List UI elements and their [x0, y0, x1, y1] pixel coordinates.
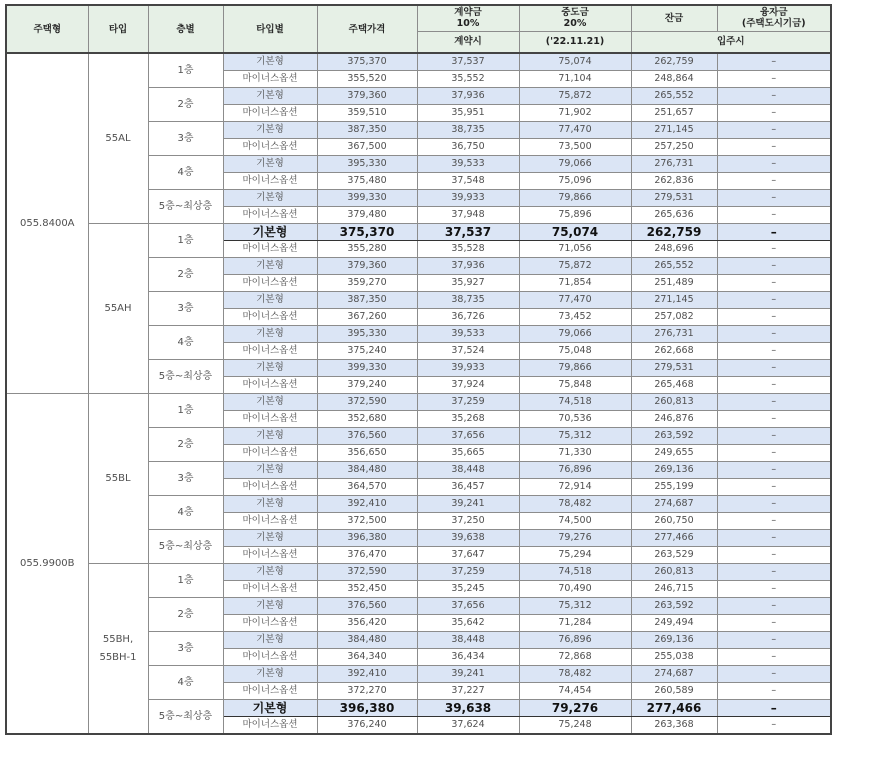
type-cell: 55BL — [88, 394, 148, 564]
loan-cell: – — [717, 717, 831, 735]
variant-cell: 기본형 — [223, 88, 317, 105]
header-loan — [717, 5, 831, 31]
middle-payment-cell: 74,454 — [519, 683, 631, 700]
deposit-cell: 37,656 — [417, 428, 519, 445]
header-middle-when: ('22.11.21) — [519, 31, 631, 53]
balance-cell: 276,731 — [631, 326, 717, 343]
floor-cell: 5층~최상층 — [148, 530, 223, 564]
variant-cell: 기본형 — [223, 53, 317, 71]
deposit-cell: 35,927 — [417, 275, 519, 292]
deposit-cell: 35,642 — [417, 615, 519, 632]
floor-cell: 3층 — [148, 292, 223, 326]
middle-payment-cell: 71,902 — [519, 105, 631, 122]
floor-cell: 2층 — [148, 88, 223, 122]
floor-cell: 5층~최상층 — [148, 190, 223, 224]
middle-payment-cell: 75,872 — [519, 258, 631, 275]
middle-payment-cell: 79,066 — [519, 326, 631, 343]
middle-payment-cell: 70,490 — [519, 581, 631, 598]
deposit-cell: 39,638 — [417, 530, 519, 547]
price-cell: 364,340 — [317, 649, 417, 666]
middle-payment-cell: 73,500 — [519, 139, 631, 156]
table-row — [6, 224, 831, 241]
loan-cell: – — [717, 479, 831, 496]
price-cell: 379,360 — [317, 258, 417, 275]
variant-cell: 마이너스옵션 — [223, 275, 317, 292]
middle-payment-cell: 75,096 — [519, 173, 631, 190]
loan-cell: – — [717, 309, 831, 326]
header-middle — [519, 5, 631, 31]
floor-cell: 2층 — [148, 428, 223, 462]
floor-cell: 1층 — [148, 53, 223, 88]
balance-cell: 277,466 — [631, 530, 717, 547]
balance-cell: 271,145 — [631, 122, 717, 139]
floor-cell: 4층 — [148, 496, 223, 530]
balance-cell: 260,589 — [631, 683, 717, 700]
balance-cell: 265,552 — [631, 88, 717, 105]
floor-cell: 4층 — [148, 666, 223, 700]
price-cell: 384,480 — [317, 462, 417, 479]
deposit-cell: 38,448 — [417, 632, 519, 649]
variant-cell: 기본형 — [223, 632, 317, 649]
loan-cell: – — [717, 615, 831, 632]
price-cell: 375,480 — [317, 173, 417, 190]
header-loan-sub: (주택도시기금) — [741, 18, 806, 30]
balance-cell: 260,813 — [631, 564, 717, 581]
price-cell: 364,570 — [317, 479, 417, 496]
deposit-cell: 37,227 — [417, 683, 519, 700]
header-floor: 층별 — [148, 5, 223, 53]
price-table-container — [5, 4, 832, 735]
variant-cell: 마이너스옵션 — [223, 615, 317, 632]
variant-cell: 기본형 — [223, 258, 317, 275]
deposit-cell: 37,948 — [417, 207, 519, 224]
middle-payment-cell: 74,518 — [519, 564, 631, 581]
deposit-cell: 37,647 — [417, 547, 519, 564]
variant-cell: 기본형 — [223, 666, 317, 683]
variant-cell: 마이너스옵션 — [223, 105, 317, 122]
deposit-cell: 37,936 — [417, 88, 519, 105]
deposit-cell: 35,665 — [417, 445, 519, 462]
balance-cell: 271,145 — [631, 292, 717, 309]
floor-cell: 1층 — [148, 224, 223, 258]
balance-cell: 265,468 — [631, 377, 717, 394]
deposit-cell: 37,537 — [417, 53, 519, 71]
balance-cell: 263,592 — [631, 598, 717, 615]
balance-cell: 262,759 — [631, 53, 717, 71]
balance-cell: 277,466 — [631, 700, 717, 717]
variant-cell: 마이너스옵션 — [223, 479, 317, 496]
loan-cell: – — [717, 581, 831, 598]
middle-payment-cell: 71,056 — [519, 241, 631, 258]
deposit-cell: 35,268 — [417, 411, 519, 428]
loan-cell: – — [717, 241, 831, 258]
deposit-cell: 38,735 — [417, 122, 519, 139]
variant-cell: 마이너스옵션 — [223, 173, 317, 190]
middle-payment-cell: 75,074 — [519, 224, 631, 241]
middle-payment-cell: 79,866 — [519, 190, 631, 207]
header-house-type: 주택형 — [6, 5, 88, 53]
house-type-cell: 055.9900B — [6, 394, 88, 735]
floor-cell: 3층 — [148, 122, 223, 156]
header-price: 주택가격 — [317, 5, 417, 53]
table-body — [6, 53, 831, 734]
variant-cell: 기본형 — [223, 122, 317, 139]
variant-cell: 기본형 — [223, 496, 317, 513]
deposit-cell: 37,250 — [417, 513, 519, 530]
middle-payment-cell: 79,866 — [519, 360, 631, 377]
variant-cell: 마이너스옵션 — [223, 581, 317, 598]
variant-cell: 기본형 — [223, 224, 317, 241]
loan-cell: – — [717, 564, 831, 581]
variant-cell: 마이너스옵션 — [223, 139, 317, 156]
loan-cell: – — [717, 122, 831, 139]
variant-cell: 마이너스옵션 — [223, 547, 317, 564]
type-cell: 55AL — [88, 53, 148, 224]
price-cell: 372,500 — [317, 513, 417, 530]
header-loan-label: 융자금 — [759, 7, 788, 19]
balance-cell: 276,731 — [631, 156, 717, 173]
price-cell: 395,330 — [317, 156, 417, 173]
middle-payment-cell: 73,452 — [519, 309, 631, 326]
floor-cell: 1층 — [148, 394, 223, 428]
balance-cell: 246,715 — [631, 581, 717, 598]
price-cell: 352,450 — [317, 581, 417, 598]
balance-cell: 255,038 — [631, 649, 717, 666]
middle-payment-cell: 77,470 — [519, 292, 631, 309]
price-cell: 359,270 — [317, 275, 417, 292]
middle-payment-cell: 74,518 — [519, 394, 631, 411]
variant-cell: 기본형 — [223, 326, 317, 343]
middle-payment-cell: 77,470 — [519, 122, 631, 139]
price-cell: 356,650 — [317, 445, 417, 462]
deposit-cell: 37,624 — [417, 717, 519, 735]
price-cell: 379,240 — [317, 377, 417, 394]
variant-cell: 마이너스옵션 — [223, 241, 317, 258]
loan-cell: – — [717, 71, 831, 88]
middle-payment-cell: 75,248 — [519, 717, 631, 735]
middle-payment-cell: 71,284 — [519, 615, 631, 632]
balance-cell: 260,750 — [631, 513, 717, 530]
loan-cell: – — [717, 428, 831, 445]
table-row — [6, 394, 831, 411]
balance-cell: 248,864 — [631, 71, 717, 88]
deposit-cell: 37,924 — [417, 377, 519, 394]
deposit-cell: 39,533 — [417, 156, 519, 173]
loan-cell: – — [717, 683, 831, 700]
loan-cell: – — [717, 190, 831, 207]
price-cell: 372,270 — [317, 683, 417, 700]
price-cell: 375,240 — [317, 343, 417, 360]
variant-cell: 기본형 — [223, 360, 317, 377]
balance-cell: 257,250 — [631, 139, 717, 156]
variant-cell: 마이너스옵션 — [223, 71, 317, 88]
deposit-cell: 37,656 — [417, 598, 519, 615]
deposit-cell: 35,245 — [417, 581, 519, 598]
floor-cell: 4층 — [148, 156, 223, 190]
variant-cell: 마이너스옵션 — [223, 343, 317, 360]
loan-cell: – — [717, 343, 831, 360]
middle-payment-cell: 71,104 — [519, 71, 631, 88]
middle-payment-cell: 79,276 — [519, 530, 631, 547]
header-deposit — [417, 5, 519, 31]
loan-cell: – — [717, 377, 831, 394]
deposit-cell: 39,933 — [417, 360, 519, 377]
deposit-cell: 39,241 — [417, 666, 519, 683]
price-cell: 395,330 — [317, 326, 417, 343]
floor-cell: 3층 — [148, 462, 223, 496]
loan-cell: – — [717, 394, 831, 411]
price-cell: 392,410 — [317, 496, 417, 513]
deposit-cell: 38,448 — [417, 462, 519, 479]
variant-cell: 기본형 — [223, 700, 317, 717]
loan-cell: – — [717, 632, 831, 649]
price-cell: 372,590 — [317, 394, 417, 411]
balance-cell: 263,529 — [631, 547, 717, 564]
loan-cell: – — [717, 105, 831, 122]
balance-cell: 265,636 — [631, 207, 717, 224]
middle-payment-cell: 75,074 — [519, 53, 631, 71]
price-cell: 367,260 — [317, 309, 417, 326]
variant-cell: 기본형 — [223, 428, 317, 445]
table-row — [6, 564, 831, 581]
header-balance: 잔금 — [631, 5, 717, 31]
middle-payment-cell: 79,276 — [519, 700, 631, 717]
middle-payment-cell: 76,896 — [519, 632, 631, 649]
balance-cell: 262,836 — [631, 173, 717, 190]
deposit-cell: 35,552 — [417, 71, 519, 88]
price-cell: 376,470 — [317, 547, 417, 564]
deposit-cell: 39,533 — [417, 326, 519, 343]
price-cell: 396,380 — [317, 530, 417, 547]
price-cell: 355,520 — [317, 71, 417, 88]
price-cell: 387,350 — [317, 122, 417, 139]
variant-cell: 마이너스옵션 — [223, 717, 317, 735]
variant-cell: 기본형 — [223, 190, 317, 207]
loan-cell: – — [717, 326, 831, 343]
balance-cell: 249,655 — [631, 445, 717, 462]
balance-cell: 246,876 — [631, 411, 717, 428]
header-deposit-label: 계약금 — [454, 7, 482, 19]
price-cell: 359,510 — [317, 105, 417, 122]
middle-payment-cell: 71,330 — [519, 445, 631, 462]
loan-cell: – — [717, 547, 831, 564]
middle-payment-cell: 78,482 — [519, 666, 631, 683]
loan-cell: – — [717, 207, 831, 224]
price-cell: 376,560 — [317, 428, 417, 445]
price-cell: 384,480 — [317, 632, 417, 649]
middle-payment-cell: 76,896 — [519, 462, 631, 479]
deposit-cell: 37,537 — [417, 224, 519, 241]
price-cell: 355,280 — [317, 241, 417, 258]
loan-cell: – — [717, 88, 831, 105]
middle-payment-cell: 71,854 — [519, 275, 631, 292]
middle-payment-cell: 75,896 — [519, 207, 631, 224]
deposit-cell: 39,241 — [417, 496, 519, 513]
balance-cell: 274,687 — [631, 496, 717, 513]
balance-cell: 262,759 — [631, 224, 717, 241]
loan-cell: – — [717, 292, 831, 309]
header-variant: 타입별 — [223, 5, 317, 53]
header-deposit-when: 계약시 — [417, 31, 519, 53]
variant-cell: 기본형 — [223, 564, 317, 581]
deposit-cell: 37,548 — [417, 173, 519, 190]
balance-cell: 255,199 — [631, 479, 717, 496]
loan-cell: – — [717, 224, 831, 241]
price-cell: 356,420 — [317, 615, 417, 632]
floor-cell: 5층~최상층 — [148, 700, 223, 735]
loan-cell: – — [717, 275, 831, 292]
loan-cell: – — [717, 666, 831, 683]
variant-cell: 기본형 — [223, 394, 317, 411]
deposit-cell: 36,457 — [417, 479, 519, 496]
deposit-cell: 35,528 — [417, 241, 519, 258]
price-cell: 399,330 — [317, 190, 417, 207]
variant-cell: 기본형 — [223, 598, 317, 615]
middle-payment-cell: 74,500 — [519, 513, 631, 530]
variant-cell: 기본형 — [223, 530, 317, 547]
house-type-cell: 055.8400A — [6, 53, 88, 394]
variant-cell: 마이너스옵션 — [223, 377, 317, 394]
variant-cell: 기본형 — [223, 156, 317, 173]
floor-cell: 4층 — [148, 326, 223, 360]
balance-cell: 263,368 — [631, 717, 717, 735]
price-cell: 399,330 — [317, 360, 417, 377]
price-cell: 379,360 — [317, 88, 417, 105]
floor-cell: 2층 — [148, 598, 223, 632]
loan-cell: – — [717, 411, 831, 428]
price-cell: 392,410 — [317, 666, 417, 683]
deposit-cell: 37,936 — [417, 258, 519, 275]
variant-cell: 마이너스옵션 — [223, 683, 317, 700]
price-cell: 376,560 — [317, 598, 417, 615]
loan-cell: – — [717, 513, 831, 530]
balance-cell: 279,531 — [631, 360, 717, 377]
price-cell: 379,480 — [317, 207, 417, 224]
deposit-cell: 38,735 — [417, 292, 519, 309]
loan-cell: – — [717, 139, 831, 156]
deposit-cell: 36,434 — [417, 649, 519, 666]
balance-cell: 249,494 — [631, 615, 717, 632]
balance-cell: 262,668 — [631, 343, 717, 360]
price-table — [5, 4, 832, 735]
loan-cell: – — [717, 258, 831, 275]
balance-cell: 257,082 — [631, 309, 717, 326]
type-cell: 55BH, 55BH-1 — [88, 564, 148, 735]
price-cell: 387,350 — [317, 292, 417, 309]
variant-cell: 기본형 — [223, 462, 317, 479]
middle-payment-cell: 75,294 — [519, 547, 631, 564]
middle-payment-cell: 79,066 — [519, 156, 631, 173]
balance-cell: 251,489 — [631, 275, 717, 292]
loan-cell: – — [717, 156, 831, 173]
price-cell: 375,370 — [317, 53, 417, 71]
type-cell: 55AH — [88, 224, 148, 394]
header-deposit-pct: 10% — [456, 18, 480, 30]
header-move-in: 입주시 — [631, 31, 831, 53]
middle-payment-cell: 75,872 — [519, 88, 631, 105]
deposit-cell: 37,524 — [417, 343, 519, 360]
header-type: 타입 — [88, 5, 148, 53]
variant-cell: 마이너스옵션 — [223, 309, 317, 326]
floor-cell: 5층~최상층 — [148, 360, 223, 394]
middle-payment-cell: 75,312 — [519, 428, 631, 445]
middle-payment-cell: 72,868 — [519, 649, 631, 666]
loan-cell: – — [717, 360, 831, 377]
header-middle-pct: 20% — [563, 18, 587, 30]
price-cell: 352,680 — [317, 411, 417, 428]
price-cell: 376,240 — [317, 717, 417, 735]
price-cell: 396,380 — [317, 700, 417, 717]
loan-cell: – — [717, 649, 831, 666]
balance-cell: 269,136 — [631, 462, 717, 479]
table-row — [6, 53, 831, 71]
variant-cell: 기본형 — [223, 292, 317, 309]
price-cell: 367,500 — [317, 139, 417, 156]
balance-cell: 251,657 — [631, 105, 717, 122]
variant-cell: 마이너스옵션 — [223, 445, 317, 462]
floor-cell: 2층 — [148, 258, 223, 292]
deposit-cell: 35,951 — [417, 105, 519, 122]
middle-payment-cell: 75,312 — [519, 598, 631, 615]
table-header — [6, 5, 831, 53]
loan-cell: – — [717, 496, 831, 513]
deposit-cell: 37,259 — [417, 564, 519, 581]
variant-cell: 마이너스옵션 — [223, 411, 317, 428]
middle-payment-cell: 75,848 — [519, 377, 631, 394]
header-middle-label: 중도금 — [561, 7, 589, 19]
loan-cell: – — [717, 462, 831, 479]
balance-cell: 265,552 — [631, 258, 717, 275]
balance-cell: 279,531 — [631, 190, 717, 207]
floor-cell: 1층 — [148, 564, 223, 598]
balance-cell: 260,813 — [631, 394, 717, 411]
deposit-cell: 37,259 — [417, 394, 519, 411]
middle-payment-cell: 75,048 — [519, 343, 631, 360]
deposit-cell: 39,638 — [417, 700, 519, 717]
balance-cell: 263,592 — [631, 428, 717, 445]
variant-cell: 마이너스옵션 — [223, 207, 317, 224]
balance-cell: 269,136 — [631, 632, 717, 649]
balance-cell: 248,696 — [631, 241, 717, 258]
loan-cell: – — [717, 53, 831, 71]
middle-payment-cell: 72,914 — [519, 479, 631, 496]
loan-cell: – — [717, 700, 831, 717]
deposit-cell: 39,933 — [417, 190, 519, 207]
loan-cell: – — [717, 173, 831, 190]
loan-cell: – — [717, 598, 831, 615]
loan-cell: – — [717, 530, 831, 547]
deposit-cell: 36,726 — [417, 309, 519, 326]
balance-cell: 274,687 — [631, 666, 717, 683]
deposit-cell: 36,750 — [417, 139, 519, 156]
variant-cell: 마이너스옵션 — [223, 513, 317, 530]
price-cell: 375,370 — [317, 224, 417, 241]
price-cell: 372,590 — [317, 564, 417, 581]
middle-payment-cell: 78,482 — [519, 496, 631, 513]
floor-cell: 3층 — [148, 632, 223, 666]
middle-payment-cell: 70,536 — [519, 411, 631, 428]
variant-cell: 마이너스옵션 — [223, 649, 317, 666]
loan-cell: – — [717, 445, 831, 462]
